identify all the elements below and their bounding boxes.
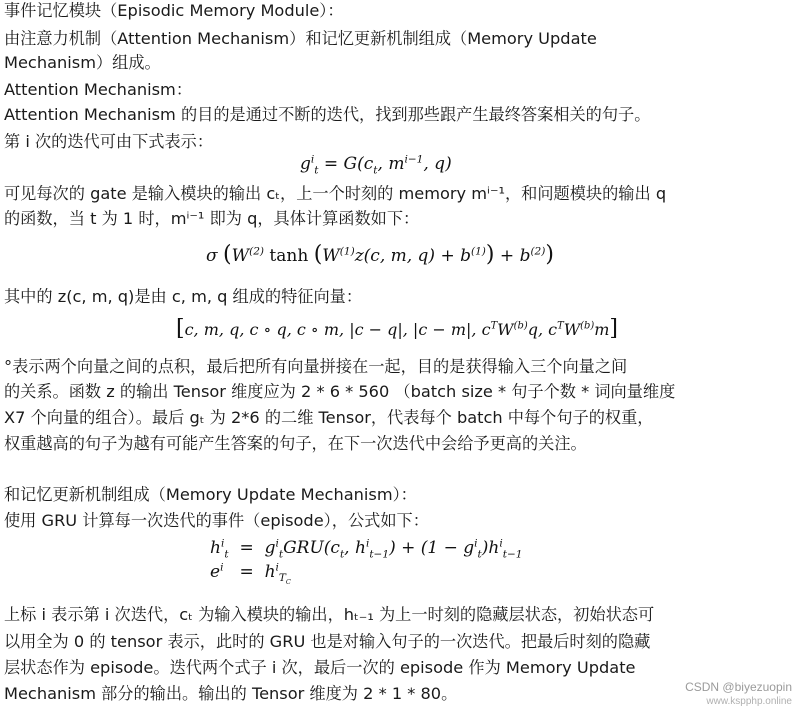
formula-gate: $g^i_t = G(c_t$, $m^{i-1}$, q)	[300, 153, 452, 177]
paragraph-line: Attention Mechanism 的目的是通过不断的迭代，找到那些跟产生最终答案相关的句子。	[4, 105, 651, 124]
paragraph-line: 以用全为 0 的 tensor 表示，此时的 GRU 也是对输入句子的一次迭代。把最后时刻的隐藏	[4, 632, 651, 651]
paragraph-line: 权重越高的句子为越有可能产生答案的句子，在下一次迭代中会给予更高的关注。	[4, 434, 587, 453]
formula-sigma: σ ($W^{(2)}$ $\tanh (W^{(1)}z(c$, m, $q) + b^{(1)}) + b^{(2)}$)	[206, 242, 554, 267]
heading-attention: Attention Mechanism：	[4, 80, 193, 99]
paragraph-line: X7 个向量的组合）。最后 gₜ 为 2*6 的二维 Tensor，代表每个 batch 中每个句子的权重，	[4, 408, 654, 427]
paragraph-line: 使用 GRU 计算每一次迭代的事件（episode），公式如下：	[4, 511, 429, 530]
paragraph-line: 第 i 次的迭代可由下式表示：	[4, 132, 214, 151]
formula-gru: $h^i_t$ = $g^i_tGRU(c_t$, $h^i_{t-1}) + (1 - g^i_t)h^i_{t-1}$ $e^i$ = $h^i_{T_C}$	[210, 537, 523, 587]
paragraph-line: 的关系。函数 z 的输出 Tensor 维度应为 2 * 6 * 560 （batch size * 句子个数 * 词向量维度	[4, 382, 676, 401]
csdn-watermark	[685, 680, 792, 707]
paragraph-line: Mechanism）组成。	[4, 53, 161, 72]
paragraph-line: 可见每次的 gate 是输入模块的输出 cₜ，上一个时刻的 memory mⁱ⁻¹，和问题模块的输出 q	[4, 184, 667, 203]
paragraph-line: 的函数，当 t 为 1 时，mⁱ⁻¹ 即为 q，具体计算函数如下：	[4, 209, 420, 228]
heading-episodic-memory: 事件记忆模块（Episodic Memory Module）：	[4, 1, 344, 20]
paragraph-line: 其中的 z(c, m, q)是由 c, m, q 组成的特征向量：	[4, 287, 363, 306]
paragraph-line: °表示两个向量之间的点积，最后把所有向量拼接在一起，目的是获得输入三个向量之间	[4, 357, 628, 376]
paragraph-line: 层状态作为 episode。迭代两个式子 i 次，最后一次的 episode 作为 Memory Update	[4, 658, 636, 677]
watermark-text: CSDN @biyezuopin	[685, 680, 792, 694]
heading-memory-update: 和记忆更新机制组成（Memory Update Mechanism）：	[4, 485, 417, 504]
watermark-site: www.kspphp.online	[706, 696, 792, 707]
paragraph-line: Mechanism 部分的输出。输出的 Tensor 维度为 2 * 1 * 80。	[4, 684, 458, 703]
formula-feature-vector: [c, m, q, c ∘ q, c ∘ m, |c − q|, |c − m|, $c^TW^{(b)}q$, $c^TW^{(b)}m$]	[176, 316, 618, 341]
paragraph-line: 上标 i 表示第 i 次迭代，cₜ 为输入模块的输出，hₜ₋₁ 为上一时刻的隐藏层状态，初始状态可	[4, 605, 655, 624]
paragraph-line: 由注意力机制（Attention Mechanism）和记忆更新机制组成（Memory Update	[4, 29, 597, 48]
